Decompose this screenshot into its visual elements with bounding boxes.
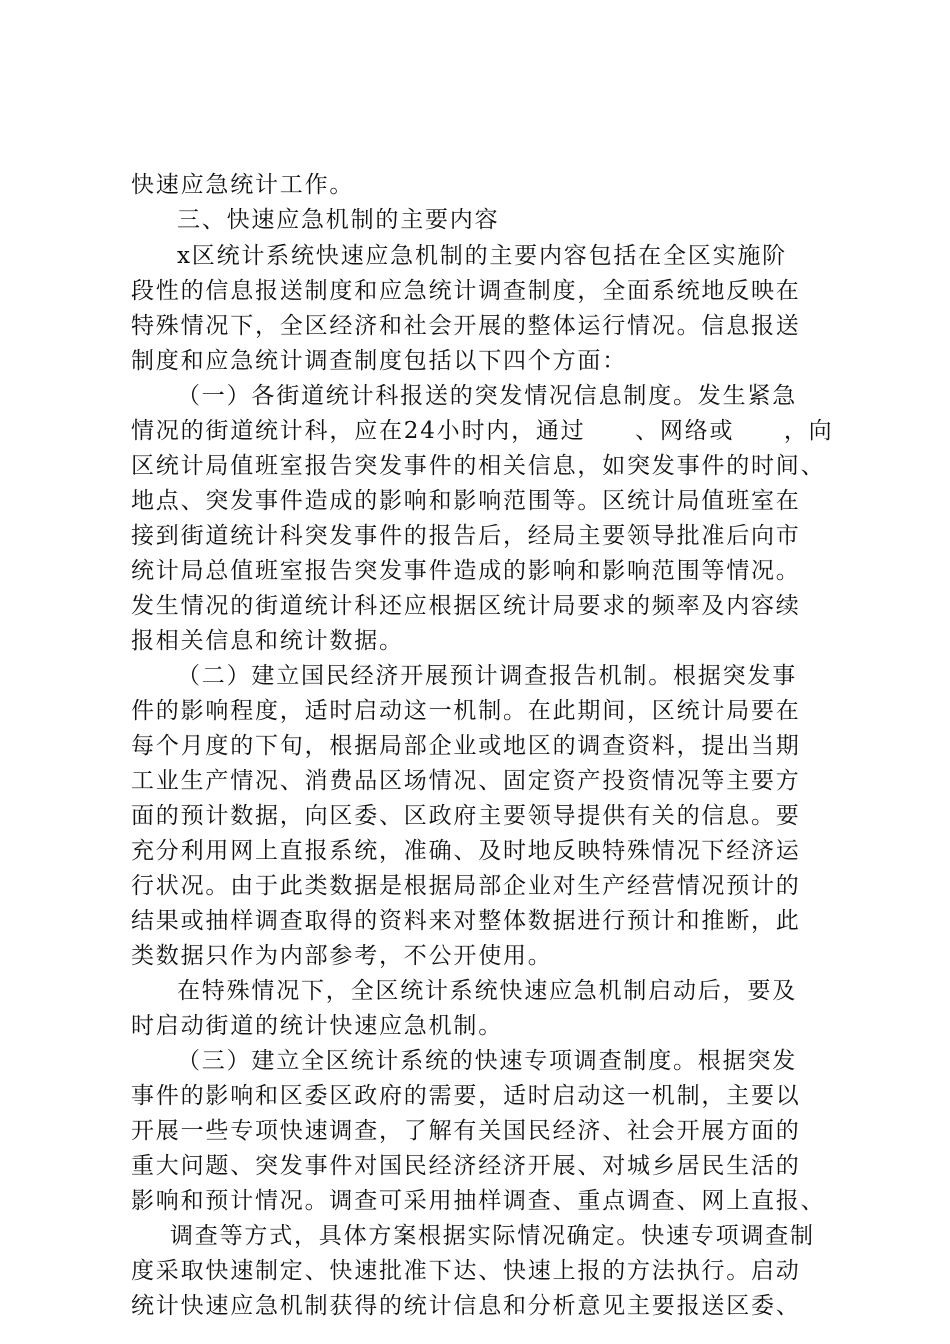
text-line: 面的预计数据，向区委、区政府主要领导提供有关的信息。要 [131,803,801,829]
text-line: 段性的信息报送制度和应急统计调查制度，全面系统地反映在 [131,278,801,304]
text-line: 地点、突发事件造成的影响和影响范围等。区统计局值班室在 [131,488,801,514]
text-line: 开展一些专项快速调查，了解有关国民经济、社会开展方面的 [131,1118,801,1144]
text-line: 统计局总值班室报告突发事件造成的影响和影响范围等情况。 [131,558,801,584]
text-line: 情况的街道统计科，应在24小时内，通过 、网络或 ，向 [131,418,834,444]
text-line: 结果或抽样调查取得的资料来对整体数据进行预计和推断，此 [131,908,801,934]
text-line: 件的影响程度，适时启动这一机制。在此期间，区统计局要在 [131,698,801,724]
text-line: 接到街道统计科突发事件的报告后，经局主要领导批准后向市 [131,523,801,549]
section-heading: 三、快速应急机制的主要内容 [177,207,500,233]
text-line: 重大问题、突发事件对国民经济经济开展、对城乡居民生活的 [131,1153,801,1179]
text-line: （二）建立国民经济开展预计调查报告机制。根据突发事 [177,663,797,689]
text-line: （三）建立全区统计系统的快速专项调查制度。根据突发 [177,1048,797,1074]
text-line: 快速应急统计工作。 [131,172,355,198]
text-line: 时启动街道的统计快速应急机制。 [131,1013,503,1039]
text-line: 区统计局值班室报告突发事件的相关信息，如突发事件的时间、 [131,453,826,479]
text-line: 制度和应急统计调查制度包括以下四个方面： [131,348,627,374]
text-line: 行状况。由于此类数据是根据局部企业对生产经营情况预计的 [131,873,801,899]
text-line: 统计快速应急机制获得的统计信息和分析意见主要报送区委、 [131,1293,801,1319]
text-line: 每个月度的下旬，根据局部企业或地区的调查资料，提出当期 [131,733,801,759]
text-line: x区统计系统快速应急机制的主要内容包括在全区实施阶 [177,243,787,269]
text-line: 在特殊情况下，全区统计系统快速应急机制启动后，要及 [177,978,797,1004]
text-line: 充分利用网上直报系统，准确、及时地反映特殊情况下经济运 [131,838,801,864]
text-line: 影响和预计情况。调查可采用抽样调查、重点调查、网上直报、 [131,1188,826,1214]
text-line: 报相关信息和统计数据。 [131,628,404,654]
text-line: 发生情况的街道统计科还应根据区统计局要求的频率及内容续 [131,593,801,619]
text-line: （一）各街道统计科报送的突发情况信息制度。发生紧急 [177,383,797,409]
text-line: 类数据只作为内部参考，不公开使用。 [131,943,553,969]
text-line: 特殊情况下，全区经济和社会开展的整体运行情况。信息报送 [131,313,801,339]
text-line: 调查等方式，具体方案根据实际情况确定。快速专项调查制 [170,1223,815,1249]
text-line: 事件的影响和区委区政府的需要，适时启动这一机制，主要以 [131,1083,801,1109]
text-line: 工业生产情况、消费品区场情况、固定资产投资情况等主要方 [131,768,801,794]
text-line: 度采取快速制定、快速批准下达、快速上报的方法执行。启动 [131,1258,801,1284]
